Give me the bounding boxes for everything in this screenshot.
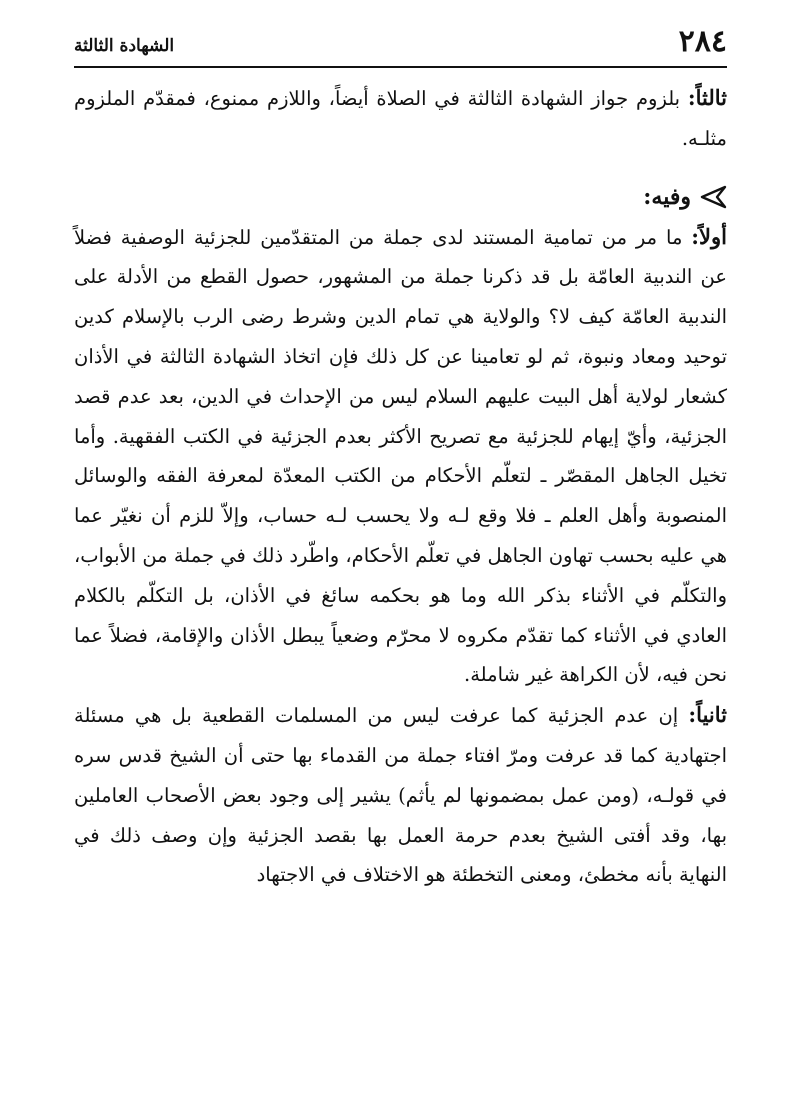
section-heading-label: وفيه: [643,183,691,210]
paragraph-text: إن عدم الجزئية كما عرفت ليس من المسلمات القطعية بل هي مسئلة اجتهادية كما قد عرفت ومرّ افتاء جملة من القدماء بها حتى أن الشيخ قدس سره في قولـه، (ومن عمل بمضمونها لم يأثم) يشير إلى وجود بعض الأصحاب العاملين بها، وقد أفتى الشيخ بعدم حرمة العمل بها بقصد الجزئية وإن وصف ذلك في النهاية بأنه مخطئ، ومعنى التخطئة هو الاختلاف في الاجتهاد [74,704,727,887]
paragraph-intro [74,78,727,159]
page-number: ٢٨٤ [678,24,727,59]
paragraph-lead: ثالثاً: [687,85,727,110]
paragraph-point-two [74,695,727,895]
paragraph-lead: أولاً: [691,223,727,249]
page-body [74,78,727,895]
arrow-left-icon [699,185,727,209]
spacer [74,159,727,177]
paragraph-lead: ثانياً: [688,702,727,728]
paragraph-text: بلزوم جواز الشهادة الثالثة في الصلاة أيضاً، واللازم ممنوع، فمقدّم الملزوم مثلـه. [74,87,727,150]
paragraph-text: ما مر من تمامية المستند لدى جملة من المتقدّمين للجزئية الوصفية فضلاً عن الندبية العامّة بل قد ذكرنا جملة من المشهور، حصول القطع من الأدلة على الندبية العامّة كيف لا؟ والولاية هي تمام الدين وشرط رضى الرب بالإسلام كدين توحيد ومعاد ونبوة، ثم لو تعامينا عن كل ذلك فإن اتخاذ الشهادة الثالثة في الأذان كشعار لولاية أهل البيت عليهم السلام ليس من الإحداث في الدين، بعد عدم قصد الجزئية، وأيّ إيهام للجزئية مع تصريح الأكثر بعدم الجزئية في الكتب الفقهية. وأما تخيل الجاهل المقصّر ـ لتعلّم الأحكام من الكتب المعدّة لمعرفة الفقه والوسائل المنصوبة وأهل العلم ـ فلا وقع لـه ولا يحسب لـه حساب، وإلاّ للزم أن نغيّر عما هي عليه بحسب تهاون الجاهل في تعلّم الأحكام، واطّرد ذلك في جملة من الأبواب، والتكلّم في الأثناء بذكر الله وما هو بحكمه سائغ في الأذان، بل التكلّم بالكلام العادي في الأثناء كما تقدّم مكروه لا محرّم وضعياً يبطل الأذان والإقامة، فضلاً عما نحن فيه، لأن الكراهة غير شاملة. [74,225,727,687]
running-title: الشهادة الثالثة [74,36,175,56]
section-heading [74,177,727,217]
page-header [74,22,727,68]
paragraph-point-one [74,217,727,696]
